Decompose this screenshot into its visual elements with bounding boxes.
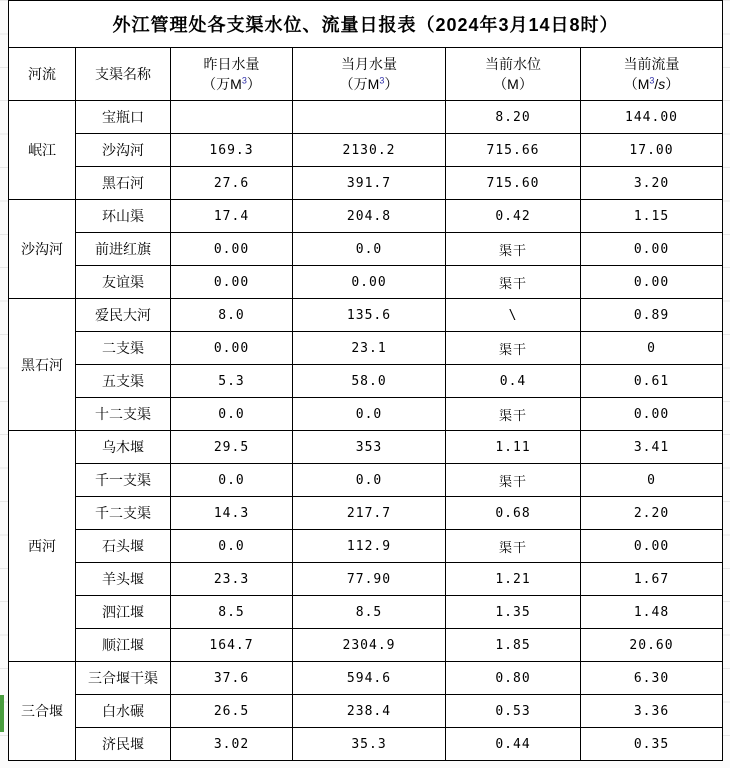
month-volume-cell: 391.7: [293, 167, 446, 200]
current-level-cell: 渠干: [446, 398, 581, 431]
col-header-river: 河流: [9, 48, 76, 101]
current-level-cell: 0.42: [446, 200, 581, 233]
table-row: [9, 134, 723, 167]
unit-superscript: 3: [379, 75, 385, 86]
current-flow-cell: 2.20: [581, 497, 723, 530]
yesterday-volume-cell: 0.0: [171, 398, 293, 431]
header-text: 当前流量: [623, 55, 680, 72]
channel-name-cell: 十二支渠: [76, 398, 171, 431]
current-level-cell: 715.60: [446, 167, 581, 200]
yesterday-volume-cell: [171, 101, 293, 134]
yesterday-volume-cell: 26.5: [171, 695, 293, 728]
current-level-cell: 渠干: [446, 332, 581, 365]
unit-superscript: 3: [241, 75, 247, 86]
month-volume-cell: 2304.9: [293, 629, 446, 662]
table-row: [9, 497, 723, 530]
month-volume-cell: 35.3: [293, 728, 446, 761]
yesterday-volume-cell: 27.6: [171, 167, 293, 200]
unit-text: /: [654, 76, 659, 92]
current-flow-cell: 0.89: [581, 299, 723, 332]
unit-text: ）: [246, 76, 261, 92]
current-level-cell: 渠干: [446, 530, 581, 563]
current-flow-cell: 17.00: [581, 134, 723, 167]
table-row: [9, 299, 723, 332]
table-row: [9, 629, 723, 662]
month-volume-cell: 0.0: [293, 398, 446, 431]
table-row: [9, 167, 723, 200]
current-level-cell: 0.44: [446, 728, 581, 761]
report-title: 外江管理处各支渠水位、流量日报表（2024年3月14日8时）: [9, 1, 723, 48]
channel-name-cell: 爱民大河: [76, 299, 171, 332]
current-flow-cell: 0.00: [581, 233, 723, 266]
month-volume-cell: 0.0: [293, 233, 446, 266]
title-row: [9, 1, 723, 48]
channel-name-cell: 石头堰: [76, 530, 171, 563]
current-level-cell: 715.66: [446, 134, 581, 167]
channel-name-cell: 二支渠: [76, 332, 171, 365]
current-flow-cell: 0.35: [581, 728, 723, 761]
header-text: 当前水位: [485, 55, 541, 72]
header-text: 当月水量: [341, 55, 397, 72]
channel-name-cell: 顺江堰: [76, 629, 171, 662]
unit-text: （M: [623, 76, 650, 92]
yesterday-volume-cell: 169.3: [171, 134, 293, 167]
month-volume-cell: 0.0: [293, 464, 446, 497]
month-volume-cell: 135.6: [293, 299, 446, 332]
yesterday-volume-cell: 5.3: [171, 365, 293, 398]
channel-name-cell: 白水碾: [76, 695, 171, 728]
current-flow-cell: 0: [581, 332, 723, 365]
river-cell: 三合堰: [9, 662, 76, 761]
yesterday-volume-cell: 0.0: [171, 464, 293, 497]
channel-name-cell: 羊头堰: [76, 563, 171, 596]
month-volume-cell: 8.5: [293, 596, 446, 629]
table-row: [9, 365, 723, 398]
current-flow-cell: 144.00: [581, 101, 723, 134]
sheet-margin-right: [722, 0, 730, 768]
current-level-cell: \: [446, 299, 581, 332]
current-level-cell: 8.20: [446, 101, 581, 134]
table-row: [9, 200, 723, 233]
river-cell: 沙沟河: [9, 200, 76, 299]
channel-name-cell: 宝瓶口: [76, 101, 171, 134]
current-level-cell: 0.4: [446, 365, 581, 398]
col-header-flow: [581, 48, 723, 101]
channel-name-cell: 前进红旗: [76, 233, 171, 266]
month-volume-cell: 23.1: [293, 332, 446, 365]
yesterday-volume-cell: 8.0: [171, 299, 293, 332]
table-row: [9, 398, 723, 431]
table-row: [9, 101, 723, 134]
table-row: [9, 233, 723, 266]
current-flow-cell: 0.00: [581, 398, 723, 431]
current-flow-cell: 0: [581, 464, 723, 497]
yesterday-volume-cell: 164.7: [171, 629, 293, 662]
yesterday-volume-cell: 14.3: [171, 497, 293, 530]
month-volume-cell: [293, 101, 446, 134]
current-flow-cell: 1.67: [581, 563, 723, 596]
current-level-cell: 渠干: [446, 266, 581, 299]
channel-name-cell: 泗江堰: [76, 596, 171, 629]
yesterday-volume-cell: 29.5: [171, 431, 293, 464]
month-volume-cell: 594.6: [293, 662, 446, 695]
river-cell: 岷江: [9, 101, 76, 200]
unit-text: （M）: [493, 76, 533, 92]
table-row: [9, 728, 723, 761]
channel-name-cell: 五支渠: [76, 365, 171, 398]
col-header-month: [293, 48, 446, 101]
header-text: 昨日水量: [203, 55, 260, 72]
table-row: [9, 563, 723, 596]
yesterday-volume-cell: 0.00: [171, 332, 293, 365]
channel-name-cell: 乌木堰: [76, 431, 171, 464]
table-row: [9, 695, 723, 728]
yesterday-volume-cell: 0.00: [171, 266, 293, 299]
month-volume-cell: 353: [293, 431, 446, 464]
sheet-margin-left: [0, 0, 8, 768]
month-volume-cell: 238.4: [293, 695, 446, 728]
channel-name-cell: 黑石河: [76, 167, 171, 200]
current-level-cell: 0.80: [446, 662, 581, 695]
month-volume-cell: 217.7: [293, 497, 446, 530]
month-volume-cell: 58.0: [293, 365, 446, 398]
current-level-cell: 1.11: [446, 431, 581, 464]
month-volume-cell: 77.90: [293, 563, 446, 596]
unit-text: ）: [665, 76, 680, 92]
yesterday-volume-cell: 3.02: [171, 728, 293, 761]
col-header-level: [446, 48, 581, 101]
daily-report-table: [8, 0, 723, 761]
current-flow-cell: 6.30: [581, 662, 723, 695]
unit-text: ）: [384, 76, 399, 92]
unit-text: （万M: [339, 76, 380, 92]
month-volume-cell: 204.8: [293, 200, 446, 233]
yesterday-volume-cell: 17.4: [171, 200, 293, 233]
table-row: [9, 332, 723, 365]
table-body: [9, 101, 723, 761]
col-header-channel: 支渠名称: [76, 48, 171, 101]
unit-text: （万M: [202, 76, 242, 92]
month-volume-cell: 2130.2: [293, 134, 446, 167]
channel-name-cell: 千二支渠: [76, 497, 171, 530]
channel-name-cell: 济民堰: [76, 728, 171, 761]
month-volume-cell: 112.9: [293, 530, 446, 563]
current-flow-cell: 0.00: [581, 530, 723, 563]
month-volume-cell: 0.00: [293, 266, 446, 299]
yesterday-volume-cell: 23.3: [171, 563, 293, 596]
table-row: [9, 431, 723, 464]
current-level-cell: 渠干: [446, 464, 581, 497]
current-level-cell: 0.68: [446, 497, 581, 530]
current-flow-cell: 3.20: [581, 167, 723, 200]
channel-name-cell: 三合堰干渠: [76, 662, 171, 695]
channel-name-cell: 环山渠: [76, 200, 171, 233]
current-flow-cell: 1.15: [581, 200, 723, 233]
table-row: [9, 662, 723, 695]
current-flow-cell: 3.36: [581, 695, 723, 728]
current-flow-cell: 1.48: [581, 596, 723, 629]
current-flow-cell: 0.61: [581, 365, 723, 398]
header-row: [9, 48, 723, 101]
unit-italic-s: s: [658, 76, 666, 92]
current-level-cell: 1.85: [446, 629, 581, 662]
current-flow-cell: 20.60: [581, 629, 723, 662]
table-row: [9, 530, 723, 563]
channel-name-cell: 友谊渠: [76, 266, 171, 299]
river-cell: 黑石河: [9, 299, 76, 431]
current-level-cell: 渠干: [446, 233, 581, 266]
current-level-cell: 0.53: [446, 695, 581, 728]
unit-superscript: 3: [649, 75, 655, 86]
table-row: [9, 266, 723, 299]
channel-name-cell: 千一支渠: [76, 464, 171, 497]
current-level-cell: 1.21: [446, 563, 581, 596]
green-edge-marker: [0, 695, 4, 732]
table-row: [9, 596, 723, 629]
yesterday-volume-cell: 0.00: [171, 233, 293, 266]
current-level-cell: 1.35: [446, 596, 581, 629]
yesterday-volume-cell: 37.6: [171, 662, 293, 695]
table-row: [9, 464, 723, 497]
yesterday-volume-cell: 0.0: [171, 530, 293, 563]
river-cell: 西河: [9, 431, 76, 662]
current-flow-cell: 3.41: [581, 431, 723, 464]
channel-name-cell: 沙沟河: [76, 134, 171, 167]
yesterday-volume-cell: 8.5: [171, 596, 293, 629]
current-flow-cell: 0.00: [581, 266, 723, 299]
col-header-yesterday: [171, 48, 293, 101]
